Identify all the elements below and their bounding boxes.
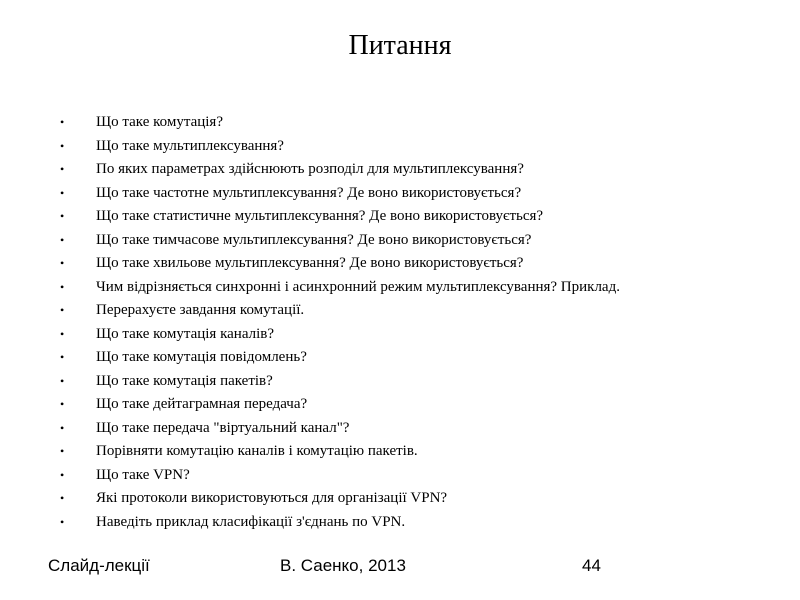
question-text: Порівняти комутацію каналів і комутацію пакетів. [96,443,418,459]
question-text: Що таке статистичне мультиплексування? Де воно використовується? [96,208,544,224]
question-text: Що таке мультиплексування? [96,137,284,154]
question-text: По яких параметрах здійснюють розподіл для мультиплексування? [96,161,524,177]
bullet-icon: • [60,115,65,129]
list-item [60,323,760,347]
bullet-icon: • [60,514,65,529]
list-item [60,135,760,159]
page-number: 44 [582,556,601,575]
question-text: Що таке хвильове мультиплексування? Де воно використовується? [96,255,524,271]
list-item [60,440,760,464]
question-text: Що таке комутація каналів? [96,325,275,342]
bullet-icon: • [60,420,65,435]
bullet-icon: • [60,467,65,482]
question-text: Що таке дейтаграмная передача? [96,396,308,412]
footer-course-label: Слайд-лекції [48,556,150,575]
bullet-icon: • [60,138,65,153]
list-item [60,370,760,394]
questions-list [60,111,760,534]
question-text: Що таке тимчасове мультиплексування? Де воно використовується? [96,231,532,248]
question-text: Що таке VPN? [96,466,190,483]
question-text: Чим відрізняється синхронні і асинхронний режим мультиплексування? Приклад. [96,278,620,295]
slide-title: Питання [348,30,452,61]
list-item [60,487,760,511]
bullet-icon: • [60,303,65,317]
footer-author: В. Саенко, 2013 [280,556,406,575]
question-text: Що таке частотне мультиплексування? Де воно використовується? [96,184,522,201]
question-text: Що таке комутація повідомлень? [96,349,307,365]
list-item [60,158,760,182]
bullet-icon: • [60,350,65,364]
question-text: Що таке комутація? [96,114,223,130]
list-item [60,252,760,276]
list-item [60,229,760,253]
bullet-icon: • [60,209,65,223]
bullet-icon: • [60,444,65,458]
list-item [60,111,760,135]
bullet-icon: • [60,232,65,247]
bullet-icon: • [60,162,65,176]
list-item [60,299,760,323]
question-text: Які протоколи використовуються для організації VPN? [96,490,448,506]
bullet-icon: • [60,397,65,411]
bullet-icon: • [60,279,65,294]
list-item [60,276,760,300]
bullet-icon: • [60,185,65,200]
bullet-icon: • [60,491,65,505]
list-item [60,346,760,370]
question-text: Перерахуєте завдання комутації. [96,302,305,318]
list-item [60,393,760,417]
question-text: Що таке комутація пакетів? [96,372,273,389]
list-item [60,511,760,535]
question-text: Що таке передача "віртуальний канал"? [96,419,350,436]
bullet-icon: • [60,326,65,341]
bullet-icon: • [60,373,65,388]
bullet-icon: • [60,256,65,270]
list-item [60,205,760,229]
list-item [60,417,760,441]
list-item [60,182,760,206]
list-item [60,464,760,488]
question-text: Наведіть приклад класифікації з'єднань по VPN. [96,513,406,530]
